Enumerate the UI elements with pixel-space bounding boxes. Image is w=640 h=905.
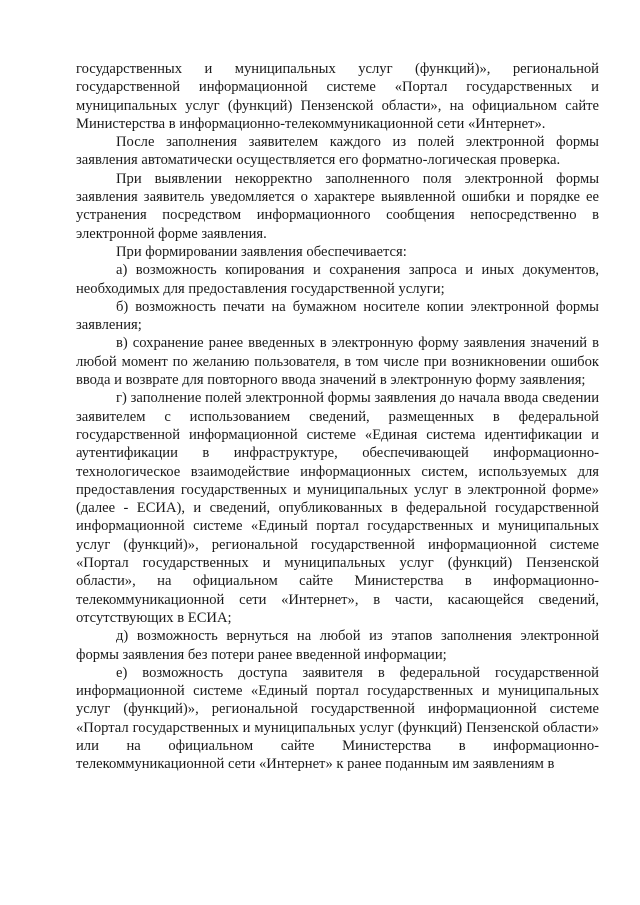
list-item-d: д) возможность вернуться на любой из этапов заполнения электронной формы заявления без потери ранее введенной информации; [76, 628, 599, 663]
list-item-g: г) заполнение полей электронной формы заявления до начала ввода сведении заявителем с использованием сведений, размещенных в федеральной государственной информационной системе «Единая система идентификации и аутентификации в инфраструктуре, обеспечивающей информационно-технологическое взаимодействие информационных систем, используемых для предоставления государственных и муниципальных услуг в электронной форме» (далее - ЕСИА), и сведений, опубликованных в федеральной государственной информационной системе «Единый портал государственных и муниципальных услуг (функций)», региональной государственной информационной системе «Портал государственных и муниципальных услуг (функций) Пензенской области», на официальном сайте Министерства в информационно-телекоммуникационной сети «Интернет», в части, касающейся сведений, отсутствующих в ЕСИА; [76, 390, 599, 626]
list-item-v: в) сохранение ранее введенных в электронную форму заявления значений в любой момент по желанию пользователя, в том числе при возникновении ошибок ввода и возврате для повторного ввода значений в электронную форму заявления; [76, 335, 599, 389]
paragraph-format-check: После заполнения заявителем каждого из полей электронной формы заявления автоматически осуществляется его форматно-логическая проверка. [76, 134, 599, 169]
list-item-e: е) возможность доступа заявителя в федеральной государственной информационной системе «Единый портал государственных и муниципальных услуг (функций)», региональной государственной информационной системе «Портал государственных и муниципальных услуг (функций) Пензенской области» или на официальном сайте Министерства в информационно-телекоммуникационной сети «Интернет» к ранее поданным им заявлениям в [76, 664, 599, 773]
paragraph-continuation: государственных и муниципальных услуг (функций)», региональной государственной информационной системе «Портал государственных и муниципальных услуг (функций) Пензенской области», на официальном сайте Министерства в информационно-телекоммуникационной сети «Интернет». [76, 61, 599, 132]
list-item-a: а) возможность копирования и сохранения запроса и иных документов, необходимых для предоставления государственной услуги; [76, 262, 599, 297]
document-body [76, 60, 599, 774]
list-item-b: б) возможность печати на бумажном носителе копии электронной формы заявления; [76, 298, 599, 334]
paragraph-provisions-intro: При формировании заявления обеспечивается: [116, 243, 407, 260]
paragraph-error-notice: При выявлении некорректно заполненного поля электронной формы заявления заявитель уведомляется о характере выявленной ошибки и порядке ее устранения посредством информационного сообщения непосредственно в электронной форме заявления. [76, 170, 599, 242]
